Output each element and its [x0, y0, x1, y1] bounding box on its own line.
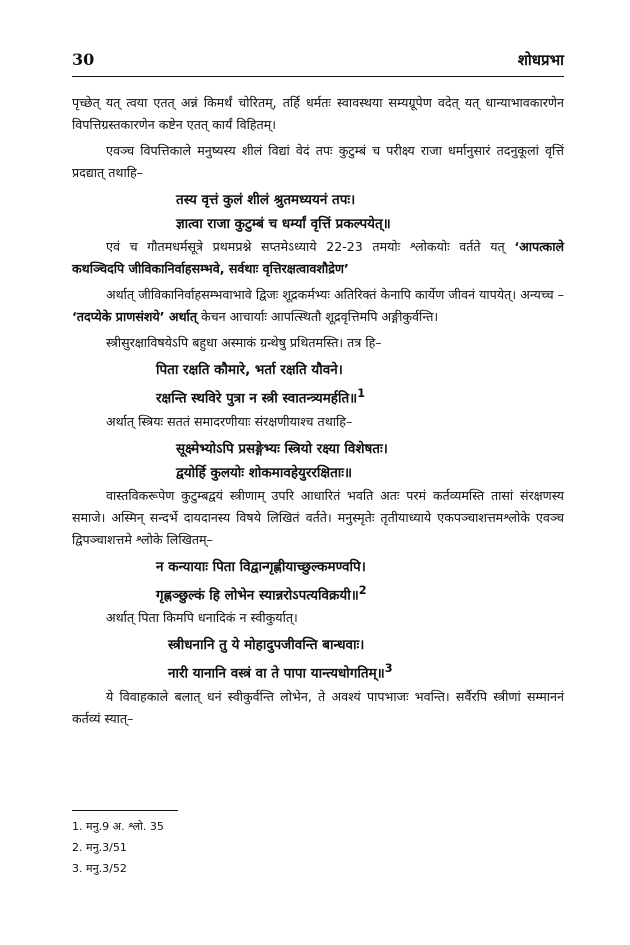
verse-line: न कन्यायाः पिता विद्वान्गृह्णीयाच्छुल्कमण्वपि।	[156, 558, 366, 575]
paragraph-3-text: एवं च गौतमधर्मसूत्रे प्रथमप्रश्ने सप्तमेऽध्याये 22-23 तमयोः श्लोकयोः वर्तते यत्	[106, 239, 505, 254]
footnote-marker: 3	[384, 662, 393, 675]
header-rule	[72, 76, 564, 77]
verse-4	[72, 555, 564, 608]
paragraph-5: स्त्रीसुरक्षाविषयेऽपि बहुधा अस्माकं ग्रन्थेषु प्रथितमस्ति। तत्र हि–	[106, 335, 382, 350]
footnotes	[72, 816, 164, 879]
verse-line-text: रक्षन्ति स्थविरे पुत्रा न स्त्री स्वातन्त्र्यमर्हति॥	[156, 390, 358, 407]
verse-line: द्वयोर्हि कुलयोः शोकमावहेयुररक्षिताः॥	[176, 464, 353, 481]
verse-2	[72, 358, 564, 411]
verse-line: ज्ञात्वा राजा कुटुम्बं च धर्म्यां वृत्तिं प्रकल्पयेत्॥	[176, 216, 391, 232]
verse-1	[72, 188, 564, 236]
paragraph-1: पृच्छेत् यत् त्वया एतत् अन्नं किमर्थं चोरितम्, तर्हि धर्मतः स्वावस्थया सम्यग्रूपेण वदेत् यत् धान्याभावकारणेन विपत्तिग्रस्तकारणेन कष्टेन एतत् कार्यं विहितम्।	[72, 95, 564, 132]
verse-line: पिता रक्षति कौमारे, भर्ता रक्षति यौवने।	[156, 362, 343, 378]
paragraph-4	[72, 284, 564, 328]
paragraph-7: वास्तविकरूपेण कुटुम्बद्वयं स्त्रीणाम् उपरि आधारितं भवति अतः परमं कर्तव्यमस्ति तासां संरक्षणस्य समाजे। अस्मिन् सन्दर्भे दायदानस्य विषये लिखितं वर्तते। मनुस्मृतेः तृतीयाध्याये एकपञ्चाशत्तमश्लोके एवञ्च द्विपञ्चाशत्तमे श्लोके लिखितम्–	[72, 487, 564, 547]
verse-5	[72, 633, 564, 686]
verse-line-text: नारी यानानि वस्त्रं वा ते पापा यान्त्यधोगतिम्॥	[168, 665, 385, 682]
quoted-sutra: ‘आपत्काले कथञ्चिदपि जीविकानिर्वाहसम्भवे, सर्वथाः वृत्तिरक्षत्वावशौद्रेण’	[72, 239, 564, 276]
footnote-rule	[72, 810, 178, 811]
verse-line: स्त्रीधनानि तु ये मोहादुपजीवन्ति बान्धवाः।	[168, 637, 365, 653]
paragraph-4-text: अर्थात् जीविकानिर्वाहसम्भवाभावे द्विजः शूद्रकर्मभ्यः अतिरिक्तं केनापि कार्येण जीवनं यापयेत्। अन्यच्च –	[106, 287, 564, 302]
paragraph-6: अर्थात् स्त्रियः सततं समादरणीयाः संरक्षणीयाश्च तथाहि–	[106, 413, 353, 429]
verse-line	[72, 657, 564, 686]
footnote: 3. मनु.3/52	[72, 862, 127, 875]
paragraph-2: एवञ्च विपत्तिकाले मनुष्यस्य शीलं विद्यां वेदं तपः कुटुम्बं च परीक्ष्य राजा धर्मानुसारं तदनुकूलां वृत्तिं प्रदद्यात् तथाहि–	[72, 143, 564, 180]
verse-line	[72, 382, 564, 411]
footnote: 1. मनु.9 अ. श्लो. 35	[72, 820, 164, 833]
paragraph-9: ये विवाहकाले बलात् धनं स्वीकुर्वन्ति लोभेन, ते अवश्यं पापभाजः भवन्ति। सर्वैरपि स्त्रीणां सम्माननं कर्तव्यं स्यात्–	[72, 688, 564, 726]
verse-3	[72, 437, 564, 485]
verse-line-text: गृह्णञ्छुल्कं हि लोभेन स्यान्नरोऽपत्यविक्रयी॥	[156, 587, 359, 603]
page-number: 30	[72, 50, 95, 69]
paragraph-8: अर्थात् पिता किमपि धनादिकं न स्वीकुर्यात्।	[106, 610, 298, 625]
quoted-sutra-2: ‘तदप्येके प्राणसंशये’ अर्थात्	[72, 309, 197, 324]
footnote-marker: 1	[357, 387, 366, 400]
paragraph-3	[72, 236, 564, 280]
verse-line: सूक्ष्मेभ्योऽपि प्रसङ्गेभ्यः स्त्रियो रक्ष्या विशेषतः।	[176, 440, 388, 457]
footnote-marker: 2	[358, 583, 367, 597]
page-body	[72, 92, 564, 734]
footnote: 2. मनु.3/51	[72, 841, 127, 854]
running-title: शोधप्रभा	[517, 51, 564, 69]
verse-line	[72, 579, 564, 608]
paragraph-4-text-2: केचन आचार्याः आपत्स्थितौ शूद्रवृत्तिमपि अङ्गीकुर्वन्ति।	[197, 309, 439, 324]
verse-line: तस्य वृत्तं कुलं शीलं श्रुतमध्ययनं तपः।	[176, 192, 356, 208]
